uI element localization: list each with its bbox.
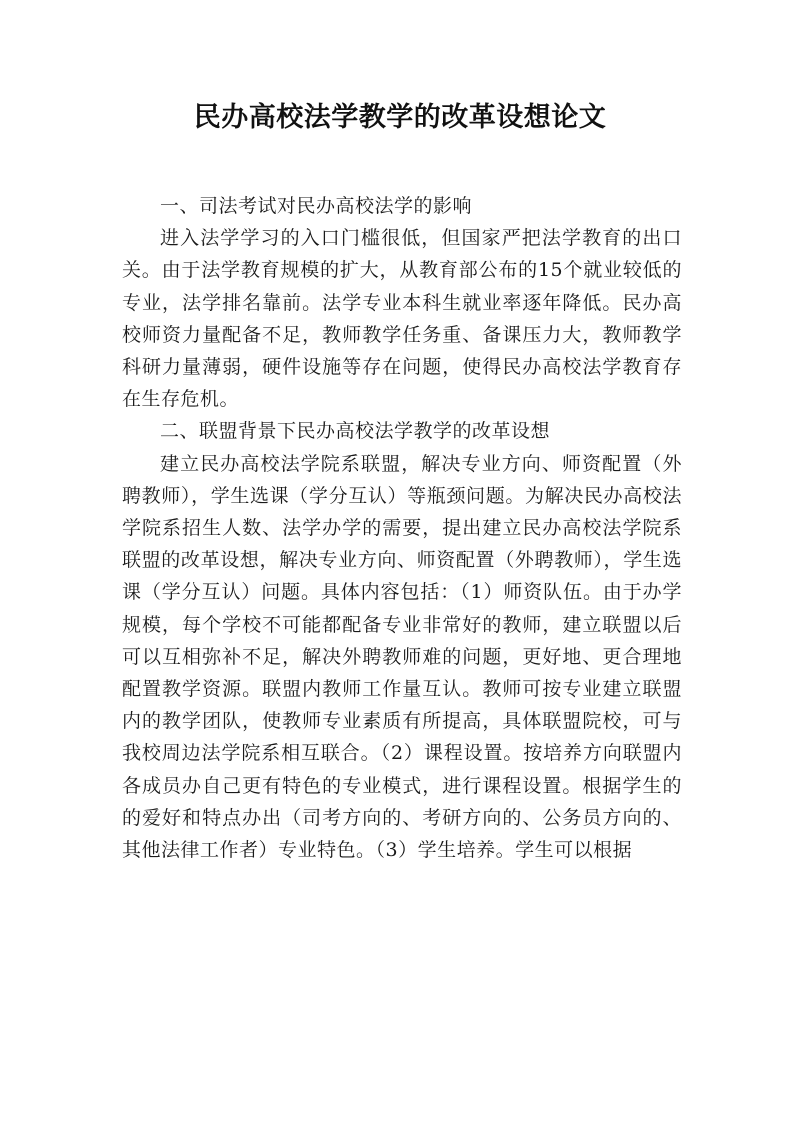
document-body xyxy=(122,190,682,866)
section-heading-2: 二、联盟背景下民办高校法学教学的改革设想 xyxy=(160,420,551,443)
body-paragraph-2: 建立民办高校法学院系联盟，解决专业方向、师资配置（外聘教师），学生选课（学分互认）等瓶颈问题。为解决民办高校法学院系招生人数、法学办学的需要，提出建立民办高校法学院系联盟的改革设想，解决专业方向、师资配置（外聘教师），学生选课（学分互认）问题。具体内容包括：（1）师资队伍。由于办学规模，每个学校不可能都配备专业非常好的教师，建立联盟以后可以互相弥补不足，解决外聘教师难的问题，更好地、更合理地配置教学资源。联盟内教师工作量互认。教师可按专业建立联盟内的教学团队，使教师专业素质有所提高，具体联盟院校，可与我校周边法学院系相互联合。（2）课程设置。按培养方向联盟内各成员办自己更有特色的专业模式，进行课程设置。根据学生的的爱好和特点办出（司考方向的、考研方向的、公务员方向的、其他法律工作者）专业特色。（3）学生培养。学生可以根据 xyxy=(122,452,682,862)
section-heading-1: 一、司法考试对民办高校法学的影响 xyxy=(160,195,473,217)
body-paragraph-1: 进入法学学习的入口门槛很低，但国家严把法学教育的出口关。由于法学教育规模的扩大，从教育部公布的15个就业较低的专业，法学排名靠前。法学专业本科生就业率逐年降低。民办高校师资力量配备不足，教师教学任务重、备课压力大，教师教学科研力量薄弱，硬件设施等存在问题，使得民办高校法学教育存在生存危机。 xyxy=(122,227,682,411)
document-title: 民办高校法学教学的改革设想论文 xyxy=(193,102,607,133)
